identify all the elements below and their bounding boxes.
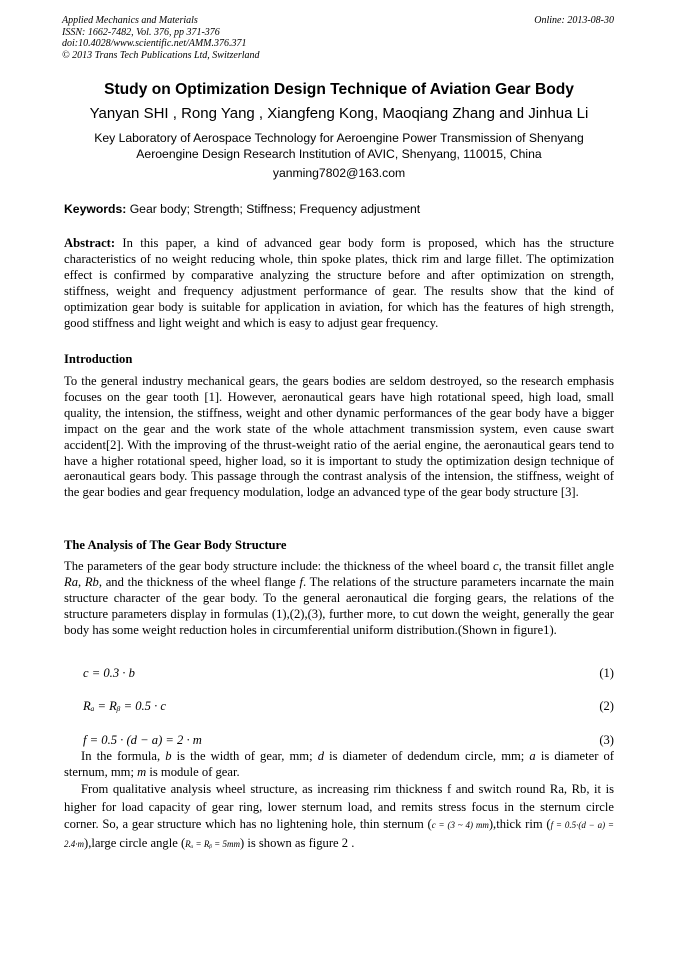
var-f: f <box>299 574 303 589</box>
section-heading-analysis: The Analysis of The Gear Body Structure <box>64 538 287 552</box>
formula-number: (1) <box>599 666 614 680</box>
text-run: ),thick rim ( <box>488 817 551 831</box>
online-date: Online: 2013-08-30 <box>534 15 614 26</box>
var-ra: Ra <box>64 574 78 589</box>
copyright-line: © 2013 Trans Tech Publications Ltd, Switzerland <box>62 49 260 61</box>
abstract-text: In this paper, a kind of advanced gear body form is proposed, which has the structure characteristics of no weight reducing whole, thin spoke plates, thick rim and large fillet. The optimization effect is confirmed by comparative analyzing the structure before and after optimization on strength, stiffness, weight and frequency adjustment performance of gear. The results show that the kind of optimization gear body is suitable for application in aviation, for which has the features of high strength, good stiffness and light weight and which is easy to adjust gear frequency. <box>64 236 615 330</box>
text-run: The parameters of the gear body structure include: the thickness of the wheel board <box>64 559 494 573</box>
affiliation <box>0 131 678 162</box>
inline-formula: c = (3 ~ 4) mm <box>431 820 489 830</box>
abstract <box>64 236 614 331</box>
text-run: , <box>78 574 85 589</box>
keywords-text: Gear body; Strength; Stiffness; Frequency adjustment <box>129 202 421 216</box>
keywords <box>64 202 420 216</box>
author-email: yanming7802@163.com <box>272 166 406 180</box>
analysis-paragraph <box>64 559 614 639</box>
text-run: ) is shown as figure 2 . <box>240 835 355 850</box>
formula-number: (3) <box>599 733 614 747</box>
var-b: b <box>165 749 172 763</box>
text-run: , the transit fillet angle <box>498 559 614 573</box>
affiliation-line: Aeroengine Design Research Institution of AVIC, Shenyang, 110015, China <box>136 146 542 161</box>
formula-2: Rₐ = Rᵦ = 0.5 · c <box>83 699 167 713</box>
formula-3: f = 0.5 · (d − a) = 2 · m <box>83 733 202 747</box>
inline-formula: Rₐ = Rᵦ = 5mm <box>185 838 240 849</box>
var-rb: Rb <box>84 574 99 589</box>
journal-header <box>62 15 260 61</box>
author-list: Yanyan SHI , Rong Yang , Xiangfeng Kong, Maoqiang Zhang and Jinhua Li <box>89 105 589 122</box>
var-c: c <box>493 559 499 573</box>
issn-line: ISSN: 1662-7482, Vol. 376, pp 371-376 <box>62 26 220 38</box>
text-run: is diameter of dedendum circle, mm; <box>324 749 530 763</box>
var-m: m <box>137 764 147 779</box>
text-run: From qualitative analysis wheel structure, as increasing rim thickness f and switch round Ra, Rb, it is higher for load capacity of gear ring, lower sternum load, and remits stress focus in the sternum circle corner. So, a gear structure which has no lightening hole, thin sternum ( <box>64 782 614 831</box>
abstract-label: Abstract: <box>64 236 116 250</box>
inline-formula: f = 0.5·(d − a) = 2.4·m <box>64 820 614 849</box>
var-a: a <box>529 749 536 763</box>
var-d: d <box>317 749 324 763</box>
text-run: ),large circle angle ( <box>84 835 186 850</box>
formula-number: (2) <box>599 699 614 713</box>
formula-explanation <box>64 749 614 781</box>
text-run: In the formula, <box>81 749 166 763</box>
affiliation-line: Key Laboratory of Aerospace Technology for Aeroengine Power Transmission of Shenyang <box>94 131 584 145</box>
introduction-paragraph: To the general industry mechanical gears, the gears bodies are seldom destroyed, so the research emphasis focuses on the gear tooth [1]. However, aeronautical gears have high rotational speed, high load, small quality, the intension, the stiffness, weight and other dynamic performances of the gear body have a bigger impact on the gear and the work state of the whole attachment transmission system, even cause swart accident[2]. With the improving of the thrust-weight ratio of the aerial engine, the aeronautical gears tend to have a higher rotational speed, higher load, so it is important to study the optimization design technique of aeronautical gears body. This passage through the contrast analysis of the intension, the stiffness, weight of the gear bodies and gear frequency modulation, lodge an advanced type of the gear body structure [3]. <box>64 374 614 500</box>
qualitative-paragraph <box>64 781 614 853</box>
paper-title: Study on Optimization Design Technique of Aviation Gear Body <box>104 81 574 98</box>
doi-line: doi:10.4028/www.scientific.net/AMM.376.371 <box>62 38 247 49</box>
keywords-label: Keywords: <box>64 202 127 216</box>
text-run: , and the thickness of the wheel flange <box>98 574 300 589</box>
text-run: is the width of gear, mm; <box>171 749 318 763</box>
text-run: is diameter of sternum, mm; <box>64 749 614 779</box>
text-run: is module of gear. <box>146 764 240 779</box>
formula-1: c = 0.3 · b <box>83 666 135 680</box>
text-run: . The relations of the structure parameters incarnate the main structure character of the gear body. To the general aeronautical die forging gears, the relations of the structure parameters display in formulas (1),(2),(3), further more, to cut down the weight, generally the gear body has some weight reduction holes in circumferential uniform distribution.(Shown in figure1). <box>64 574 615 637</box>
section-heading-introduction: Introduction <box>64 352 133 366</box>
journal-name: Applied Mechanics and Materials <box>62 15 198 26</box>
